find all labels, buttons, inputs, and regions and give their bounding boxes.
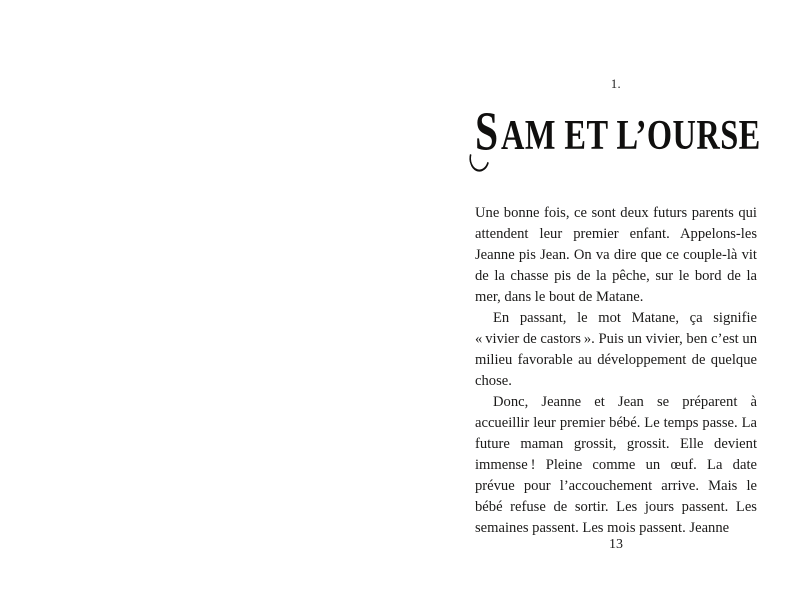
text-column bbox=[475, 0, 762, 589]
page-recto bbox=[405, 0, 810, 589]
body-paragraph: Une bonne fois, ce sont deux futurs parents qui attendent leur premier enfant. Appelons-les Jeanne pis Jean. On va dire que ce couple-là vit de la chasse pis de la pêche, sur le bord de la mer, dans le bout de Matane. bbox=[475, 205, 757, 305]
body-paragraph: Donc, Jeanne et Jean se préparent à accueillir leur premier bébé. Le temps passe. La future maman grossit, grossit. Elle devient immense ! Pleine comme un œuf. La date prévue pour l’accouchement arrive. Mais le bébé refuse de sortir. Les jours passent. Les semaines passent. Les mois passent. Jeanne bbox=[475, 394, 757, 536]
body-text bbox=[475, 203, 757, 539]
chapter-title-swash-letter: S bbox=[475, 101, 498, 163]
chapter-number: 1. bbox=[610, 77, 622, 91]
chapter-title-remainder: AM ET L’OURSE bbox=[501, 111, 762, 159]
body-paragraph: En passant, le mot Matane, ça signifie « vivier de castors ». Puis un vivier, ben c’est un milieu favorable au développement de quelque chose. bbox=[475, 310, 757, 389]
chapter-title bbox=[475, 101, 762, 163]
page-number: 13 bbox=[609, 537, 623, 552]
